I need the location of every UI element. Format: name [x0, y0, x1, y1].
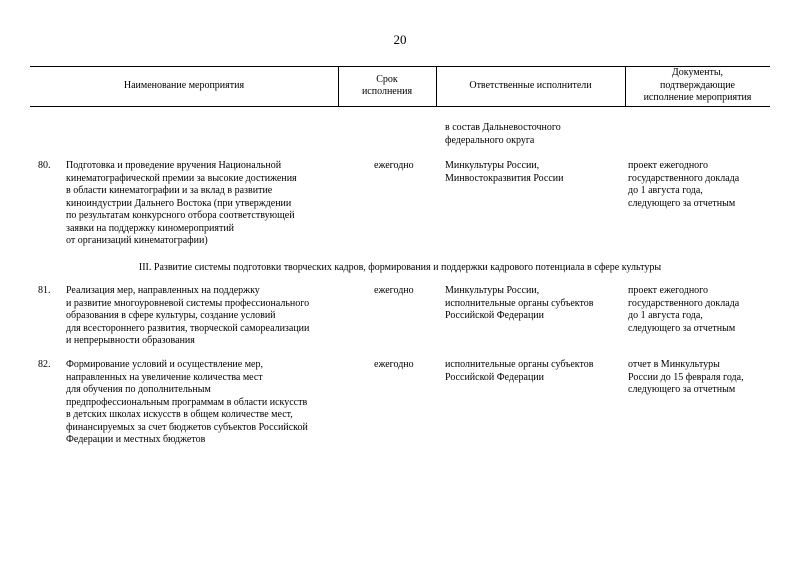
- row-documents: отчет в Минкультуры России до 15 февраля года, следующего за отчетным: [628, 359, 744, 395]
- row-deadline: ежегодно: [374, 285, 414, 296]
- row-responsible: Минкультуры России, исполнительные органы субъектов Российской Федерации: [445, 285, 594, 321]
- header-bottom-rule: [30, 106, 770, 107]
- row-number: 80.: [38, 160, 51, 171]
- row-name: Подготовка и проведение вручения Национальной кинематографической премии за высокие достижения в области кинематографии и за вклад в развитие киноиндустрии Дальнего Востока (при утверждении по результатам конкурсного отбора соответствующей заявки на поддержку киномероприятий от организаций кинематографии): [66, 160, 297, 246]
- header-name: Наименование мероприятия: [123, 79, 245, 91]
- header-deadline: Срок исполнения: [361, 73, 413, 97]
- row-name: Формирование условий и осуществление мер, направленных на увеличение количества мест для обучения по дополнительным предпрофессиональным программам в области искусств в детских школах искусств в общем количестве мест, финансируемых за счет бюджетов субъектов Российской Федерации и местных бюджетов: [66, 359, 308, 445]
- header-documents: Документы, подтверждающие исполнение мероприятия: [643, 67, 752, 104]
- row-name: Реализация мер, направленных на поддержку и развитие многоуровневой системы профессионального образования в сфере культуры, создание условий для всестороннего развития, творческой самореализации и непрерывности образования: [66, 285, 310, 346]
- page-number: 20: [393, 32, 407, 47]
- row-deadline: ежегодно: [374, 160, 414, 171]
- row-documents: проект ежегодного государственного доклада до 1 августа года, следующего за отчетным: [628, 160, 740, 209]
- header-responsible: Ответственные исполнители: [469, 79, 592, 91]
- continuation-responsible: в состав Дальневосточного федерального округа: [445, 122, 561, 146]
- row-number: 82.: [38, 359, 51, 370]
- measures-table: [30, 66, 770, 466]
- row-responsible: Минкультуры России, Минвостокразвития России: [445, 160, 564, 184]
- row-number: 81.: [38, 285, 51, 296]
- row-responsible: исполнительные органы субъектов Российской Федерации: [445, 359, 594, 383]
- section-title: III. Развитие системы подготовки творческих кадров, формирования и поддержки кадрового потенциала в сфере культуры: [138, 262, 662, 273]
- row-deadline: ежегодно: [374, 359, 414, 370]
- row-documents: проект ежегодного государственного доклада до 1 августа года, следующего за отчетным: [628, 285, 740, 334]
